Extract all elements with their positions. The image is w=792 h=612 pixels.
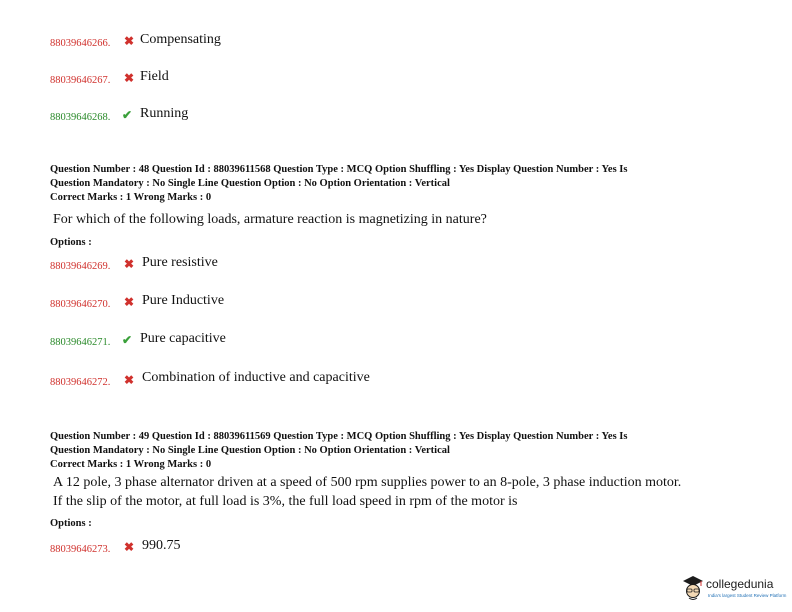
correct-check-icon: ✔ [122, 108, 133, 122]
option-id: 88039646268. [50, 112, 111, 123]
option-id: 88039646272. [50, 377, 111, 388]
question-48-meta [50, 163, 750, 205]
meta-line: Question Number : 49 Question Id : 88039611569 Question Type : MCQ Option Shuffling : Yes Display Question Number : Yes Is [50, 431, 628, 442]
question-text-line: If the slip of the motor, at full load is 3%, the full load speed in rpm of the motor is [53, 494, 518, 509]
option-id: 88039646269. [50, 261, 111, 272]
wrong-cross-icon: ✖ [124, 540, 135, 554]
meta-line: Question Mandatory : No Single Line Question Option : No Option Orientation : Vertical [50, 445, 450, 456]
wrong-cross-icon: ✖ [124, 257, 135, 271]
question-text-line: A 12 pole, 3 phase alternator driven at a speed of 500 rpm supplies power to an 8-pole, 3 phase induction motor. [53, 475, 682, 490]
correct-check-icon: ✔ [122, 333, 133, 347]
marks-line: Correct Marks : 1 Wrong Marks : 0 [50, 192, 212, 203]
option-text: Pure Inductive [142, 293, 225, 308]
option-text: Field [140, 69, 169, 84]
option-id: 88039646267. [50, 75, 111, 86]
option-text: Combination of inductive and capacitive [142, 370, 370, 385]
option-id: 88039646271. [50, 337, 111, 348]
option-id: 88039646273. [50, 544, 111, 555]
option-text: Pure resistive [142, 255, 218, 270]
graduate-cap-icon [682, 574, 704, 602]
option-text: Running [140, 106, 189, 121]
option-id: 88039646266. [50, 38, 111, 49]
wrong-cross-icon: ✖ [124, 71, 135, 85]
logo-tagline: India's largest Student Review Platform [708, 593, 787, 598]
collegedunia-logo [682, 572, 792, 606]
wrong-cross-icon: ✖ [124, 34, 135, 48]
question-49-meta [50, 430, 750, 472]
meta-line: Question Number : 48 Question Id : 88039611568 Question Type : MCQ Option Shuffling : Yes Display Question Number : Yes Is [50, 164, 628, 175]
options-label: Options : [50, 237, 92, 248]
logo-brand-text: collegedunia [706, 577, 774, 591]
option-text: Pure capacitive [140, 331, 226, 346]
marks-line: Correct Marks : 1 Wrong Marks : 0 [50, 459, 212, 470]
question-49-text [53, 473, 773, 511]
option-id: 88039646270. [50, 299, 111, 310]
wrong-cross-icon: ✖ [124, 373, 135, 387]
options-label: Options : [50, 518, 92, 529]
option-text: 990.75 [142, 538, 181, 553]
wrong-cross-icon: ✖ [124, 295, 135, 309]
question-48-text: For which of the following loads, armature reaction is magnetizing in nature? [53, 212, 487, 227]
meta-line: Question Mandatory : No Single Line Question Option : No Option Orientation : Vertical [50, 178, 450, 189]
option-text: Compensating [140, 32, 221, 47]
